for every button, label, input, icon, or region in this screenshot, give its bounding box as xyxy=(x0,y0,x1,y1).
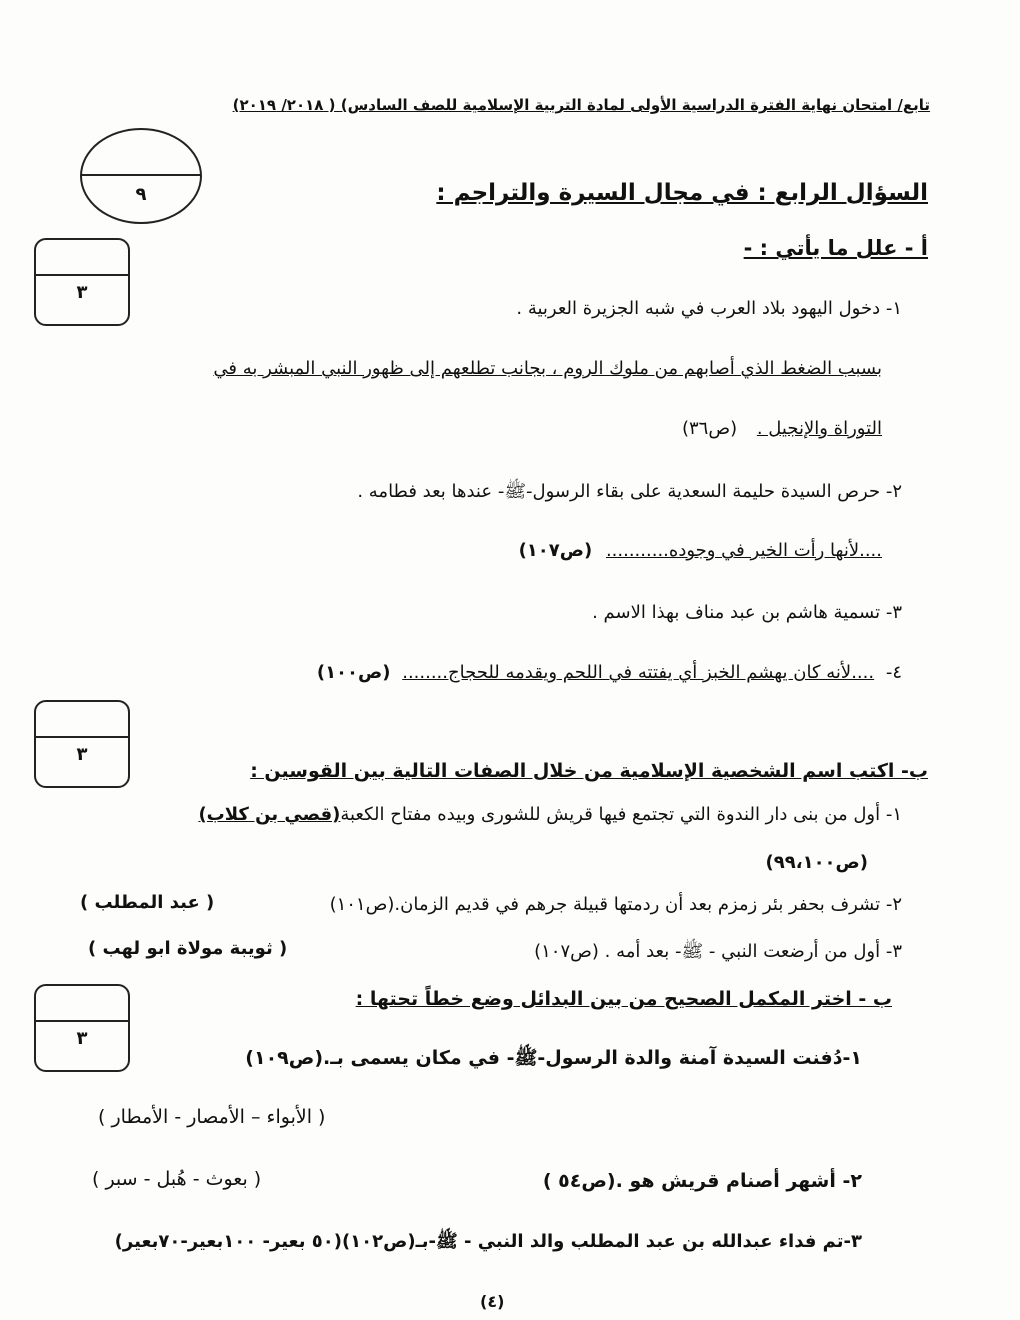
part-a-title: أ - علل ما يأتي : - xyxy=(743,236,928,260)
part-a-q3: ٣- تسمية هاشم بن عبد مناف بهذا الاسم . xyxy=(592,602,902,623)
part-a-a2-ref: (ص١٠٧) xyxy=(518,540,593,561)
part-a-a3 xyxy=(317,662,902,683)
total-score-circle xyxy=(80,128,202,224)
score-box-b xyxy=(34,700,130,788)
total-score: ٩ xyxy=(135,184,147,205)
part-a-a2-text: ....لأنها رأت الخير في وجوده........... xyxy=(605,540,882,561)
circle-divider xyxy=(82,174,200,176)
part-b-title: ب- اكتب اسم الشخصية الإسلامية من خلال الصفات التالية بين القوسين : xyxy=(250,760,928,782)
score-box-a xyxy=(34,238,130,326)
part-b-a2: ( عبد المطلب ) xyxy=(80,892,215,913)
part-a-a3-text: ....لأنه كان يهشم الخبز أي يفتته في اللحم ويقدمه للحجاج........ xyxy=(402,662,875,683)
part-b-q2: ٢- تشرف بحفر بئر زمزم بعد أن ردمتها قبيلة جرهم في قديم الزمان.(ص١٠١) xyxy=(329,894,902,915)
part-b-q1 xyxy=(198,804,902,825)
score-c: ٣ xyxy=(76,1028,88,1049)
part-c-title: ب - اختر المكمل الصحيح من بين البدائل وضع خطاً تحتها : xyxy=(355,988,892,1010)
part-a-a1-ref: (ص٣٦) xyxy=(681,418,738,439)
part-a-a1-line1: بسبب الضغط الذي أصابهم من ملوك الروم ، بجانب تطلعهم إلى ظهور النبي المبشر به في xyxy=(213,358,882,379)
part-a-a3-num: ٤- xyxy=(885,662,902,683)
part-c-q2: ٢- أشهر أصنام قريش هو .(ص٥٤ ) xyxy=(542,1170,862,1192)
section-title: السؤال الرابع : في مجال السيرة والتراجم : xyxy=(436,180,928,206)
box-divider xyxy=(36,736,128,738)
part-c-q2-options: ( بعوث - هُبل - سبر ) xyxy=(92,1168,262,1190)
part-a-a1-line2 xyxy=(682,418,882,439)
exam-header: تابع/ امتحان نهاية الفترة الدراسية الأولى لمادة التربية الإسلامية للصف السادس) ( ٢٠١٨/ ٢٠١٩) xyxy=(232,96,930,114)
part-b-a1: (قصي بن كلاب) xyxy=(198,804,341,825)
box-divider xyxy=(36,1020,128,1022)
part-c-q1: ١-دُفنت السيدة آمنة والدة الرسول-ﷺ- في مكان يسمى بـ.(ص١٠٩) xyxy=(245,1047,862,1069)
part-a-a3-ref: (ص١٠٠) xyxy=(316,662,391,683)
part-a-q2: ٢- حرص السيدة حليمة السعدية على بقاء الرسول-ﷺ- عندها بعد فطامه . xyxy=(357,481,902,502)
part-c-q3: ٣-تم فداء عبدالله بن عبد المطلب والد النبي - ﷺ-بـ(ص١٠٢)(٥٠ بعير- ١٠٠بعير-٧٠بعير) xyxy=(114,1231,862,1252)
part-b-q3: ٣- أول من أرضعت النبي - ﷺ- بعد أمه . (ص١٠٧) xyxy=(534,941,902,962)
part-b-a1-ref: (ص٩٩،١٠٠) xyxy=(765,852,868,873)
box-divider xyxy=(36,274,128,276)
part-a-a2 xyxy=(519,540,882,561)
part-a-q1: ١- دخول اليهود بلاد العرب في شبه الجزيرة العربية . xyxy=(516,298,902,319)
score-b: ٣ xyxy=(76,744,88,765)
score-box-c xyxy=(34,984,130,1072)
part-c-q1-options: ( الأبواء – الأمصار - الأمطار ) xyxy=(98,1106,326,1128)
part-b-q1-text: ١- أول من بنى دار الندوة التي تجتمع فيها قريش للشورى وبيده مفتاح الكعبة xyxy=(340,804,902,825)
score-a: ٣ xyxy=(76,282,88,303)
part-b-a3: ( ثويبة مولاة ابو لهب ) xyxy=(88,938,288,959)
page-number: (٤) xyxy=(480,1292,505,1311)
part-a-a1-line2-text: التوراة والإنجيل . xyxy=(756,418,882,439)
